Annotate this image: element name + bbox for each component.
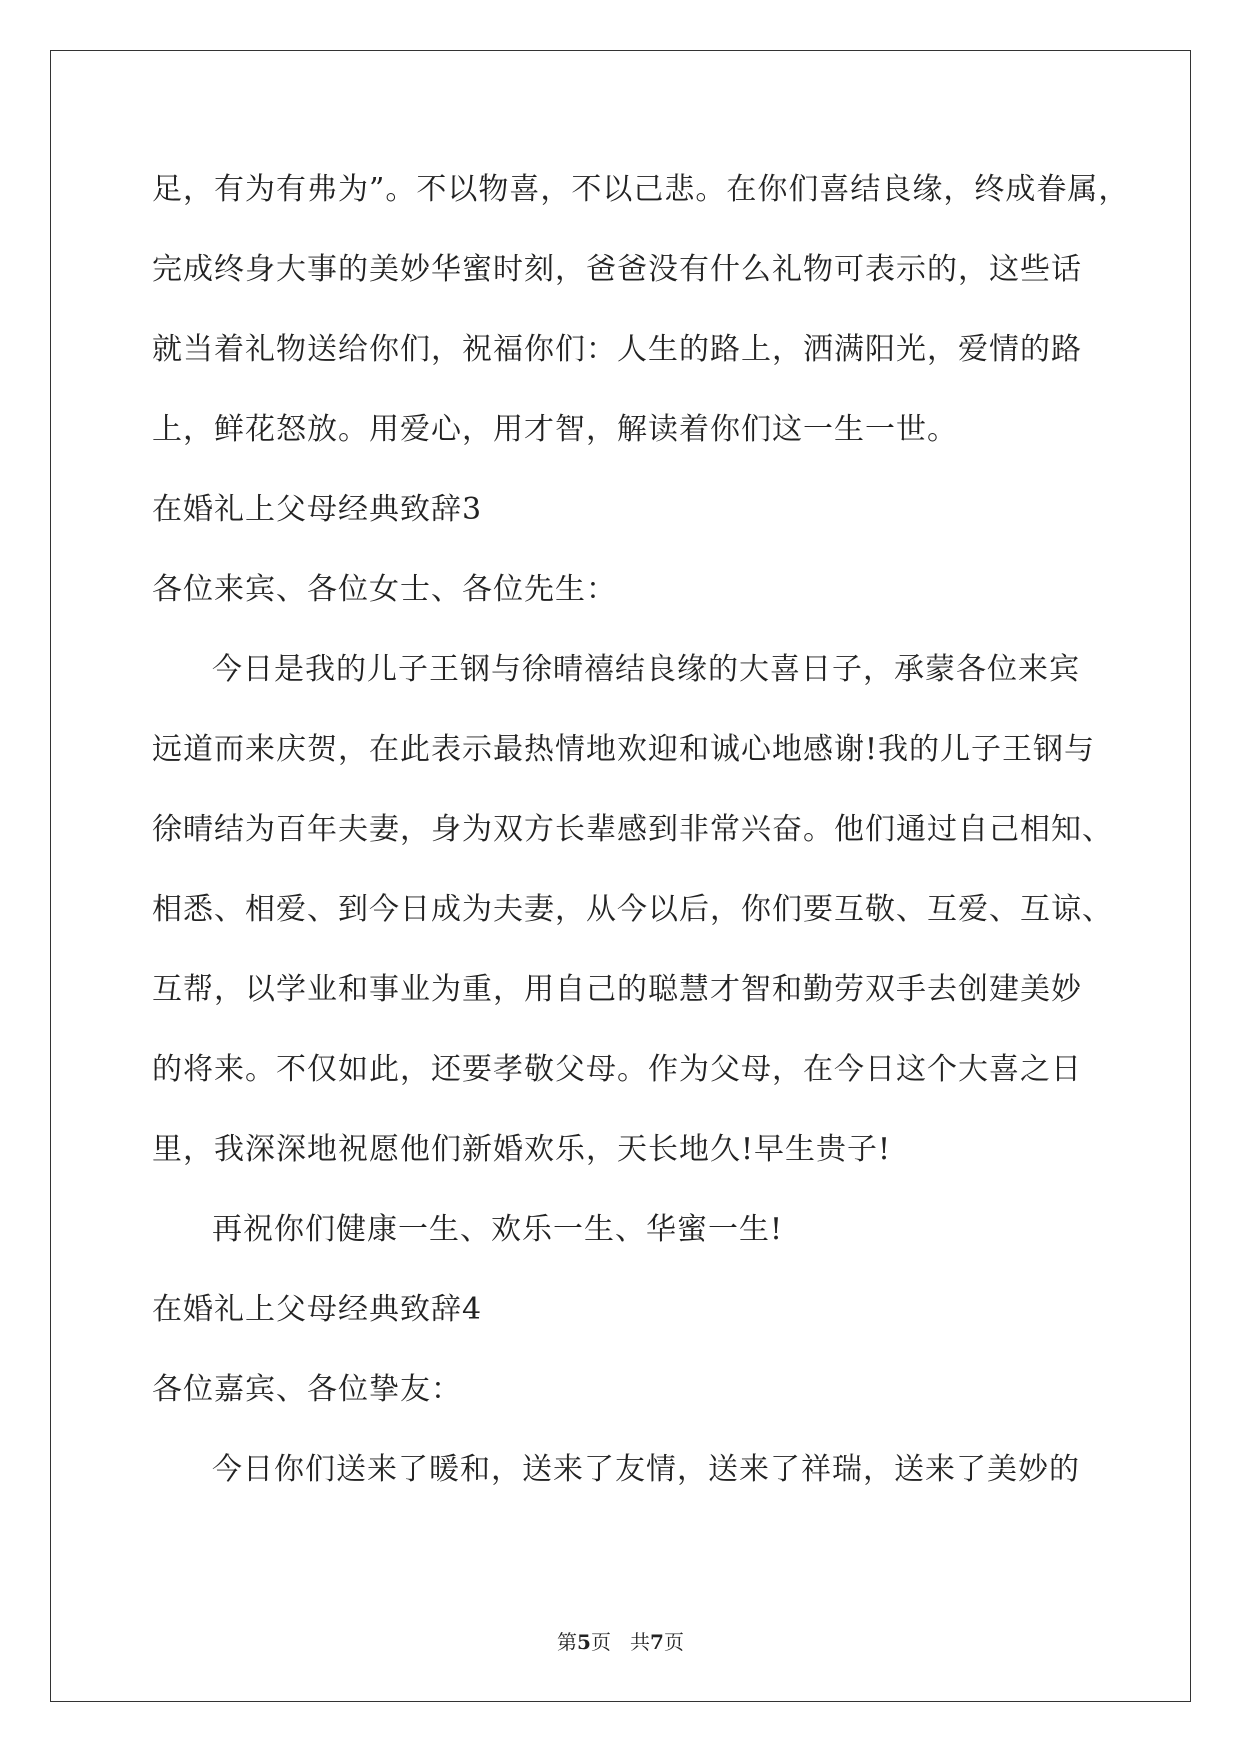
text-line: 完成终身大事的美妙华蜜时刻，爸爸没有什么礼物可表示的，这些话: [152, 252, 1082, 287]
total-pages: 7: [650, 1630, 664, 1654]
text-line: 就当着礼物送给你们，祝福你们：人生的路上，洒满阳光，爱情的路: [152, 332, 1082, 367]
text-line: 互帮，以学业和事业为重，用自己的聪慧才智和勤劳双手去创建美妙: [152, 972, 1082, 1007]
page-number: 5: [577, 1630, 591, 1654]
text-line: 徐晴结为百年夫妻，身为双方长辈感到非常兴奋。他们通过自己相知、: [152, 812, 1113, 847]
salutation: 各位嘉宾、各位挚友：: [152, 1372, 462, 1407]
text-line: 远道而来庆贺，在此表示最热情地欢迎和诚心地感谢!我的儿子王钢与: [152, 732, 1096, 767]
section-heading: 在婚礼上父母经典致辞4: [152, 1292, 483, 1327]
text-line: 上，鲜花怒放。用爱心，用才智，解读着你们这一生一世。: [152, 412, 958, 447]
text-line: 再祝你们健康一生、欢乐一生、华蜜一生!: [212, 1212, 784, 1247]
text-line: 今日你们送来了暖和，送来了友情，送来了祥瑞，送来了美妙的: [212, 1452, 1080, 1487]
text-line: 的将来。不仅如此，还要孝敬父母。作为父母，在今日这个大喜之日: [152, 1052, 1082, 1087]
text-line: 今日是我的儿子王钢与徐晴禧结良缘的大喜日子，承蒙各位来宾: [212, 652, 1080, 687]
footer-prefix: 第: [557, 1630, 578, 1654]
page-footer: [0, 1626, 1241, 1655]
text-line: 足，有为有弗为”。不以物喜，不以己悲。在你们喜结良缘，终成眷属，: [152, 172, 1130, 207]
footer-page-unit: 页: [590, 1630, 611, 1654]
text-line: 里，我深深地祝愿他们新婚欢乐，天长地久!早生贵子!: [152, 1132, 892, 1167]
section-heading: 在婚礼上父母经典致辞3: [152, 492, 483, 527]
salutation: 各位来宾、各位女士、各位先生：: [152, 572, 617, 607]
footer-total-unit: 页: [663, 1630, 684, 1654]
footer-total-prefix: 共: [630, 1630, 651, 1654]
text-line: 相悉、相爱、到今日成为夫妻，从今以后，你们要互敬、互爱、互谅、: [152, 892, 1113, 927]
